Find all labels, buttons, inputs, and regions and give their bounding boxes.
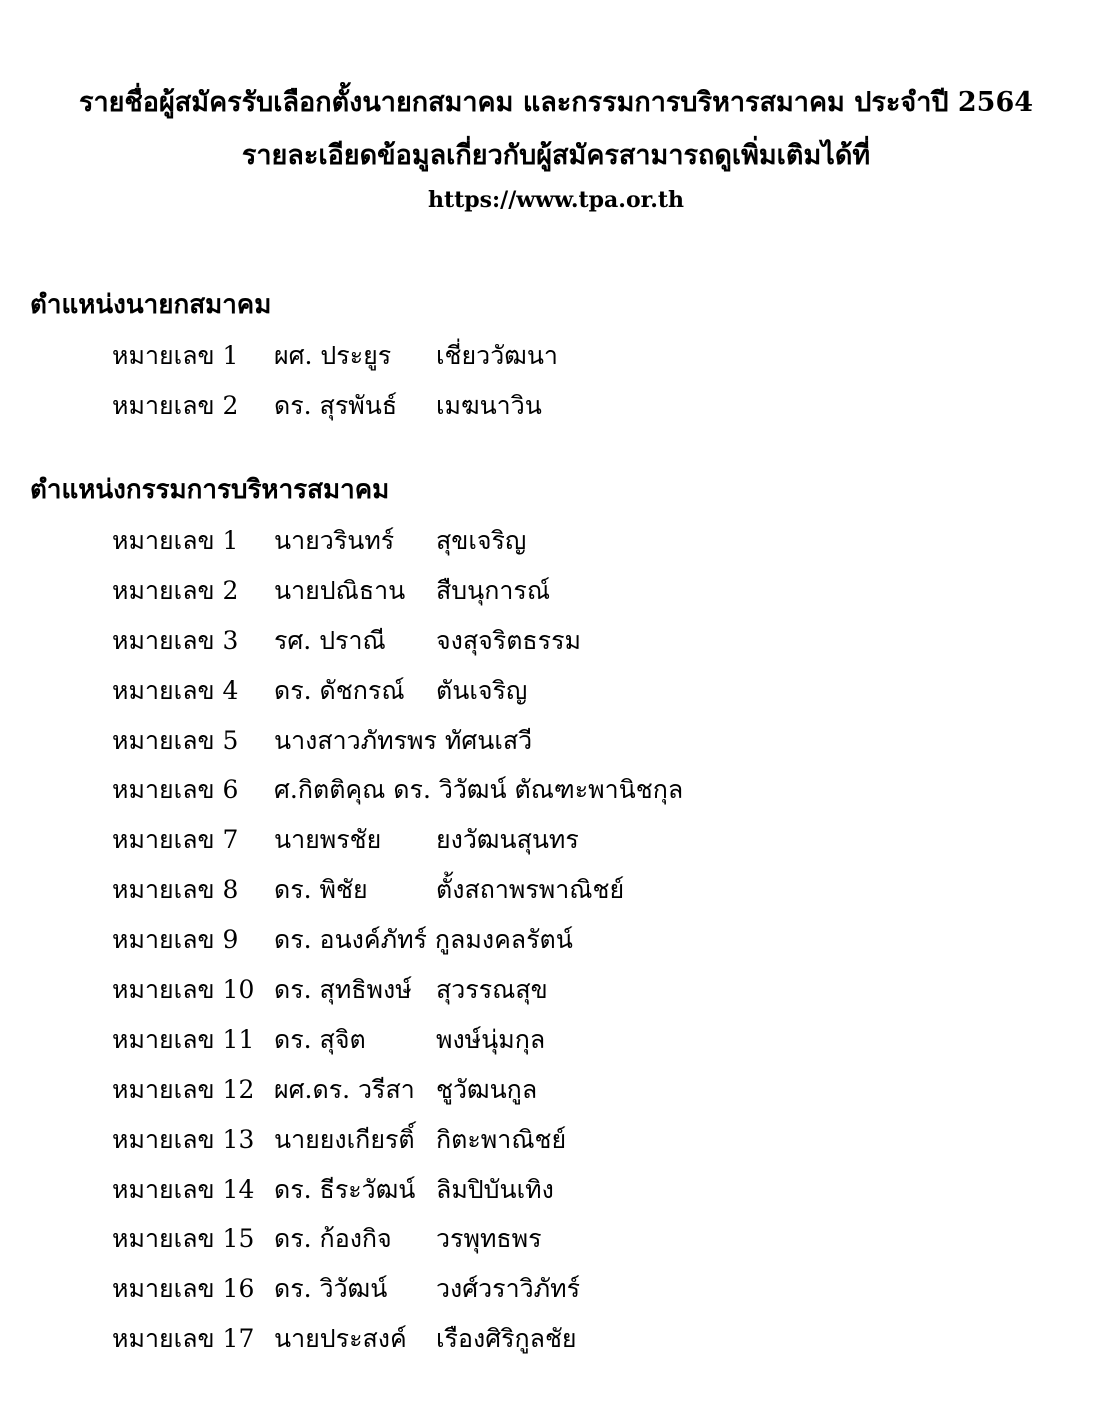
candidate-row <box>30 965 1090 1015</box>
candidate-last-name: สุวรรณสุข <box>436 975 548 1005</box>
candidate-last-name: จงสุจริตธรรม <box>436 625 582 655</box>
candidate-number: หมายเลข 1 <box>112 526 239 555</box>
candidate-number: หมายเลข 11 <box>112 1024 255 1054</box>
candidate-first-name: ดร. พิชัย <box>274 875 368 905</box>
candidate-number: หมายเลข 17 <box>112 1324 255 1354</box>
candidate-last-name: พงษ์นุ่มกุล <box>436 1024 546 1054</box>
candidate-number: หมายเลข 15 <box>112 1224 255 1254</box>
committee-candidate-list <box>30 516 1090 1364</box>
committee-section-title: ตำแหน่งกรรมการบริหารสมาคม <box>30 475 390 505</box>
candidate-last-name: สุขเจริญ <box>436 526 527 555</box>
candidate-row <box>30 865 1090 915</box>
candidate-name: นางสาวภัทรพร ทัศนเสวี <box>274 725 533 755</box>
candidate-last-name: วงศ์วราวิภัทร์ <box>436 1274 581 1304</box>
candidate-row <box>30 1015 1090 1065</box>
candidate-name: ศ.กิตติคุณ ดร. วิวัฒน์ ตัณฑะพานิชกุล <box>274 775 684 805</box>
candidate-row <box>30 516 1090 566</box>
candidate-number: หมายเลข 3 <box>112 625 239 655</box>
candidate-first-name: นายประสงค์ <box>274 1324 407 1354</box>
president-section-title: ตำแหน่งนายกสมาคม <box>30 290 272 320</box>
candidate-last-name: เชี่ยววัฒนา <box>436 341 558 370</box>
candidate-row <box>30 1065 1090 1115</box>
candidate-row <box>30 1214 1090 1264</box>
candidate-first-name: ผศ. ประยูร <box>274 341 392 370</box>
committee-section <box>30 470 1090 1364</box>
president-candidate-list <box>30 331 1090 431</box>
candidate-row <box>30 1314 1090 1364</box>
candidate-first-name: นายยงเกียรติ์ <box>274 1124 415 1154</box>
candidate-last-name: ลิมปิบันเทิง <box>436 1174 554 1204</box>
candidate-number: หมายเลข 5 <box>112 725 239 755</box>
candidate-row <box>30 716 1090 766</box>
candidate-row <box>30 331 1090 381</box>
candidate-first-name: รศ. ปราณี <box>274 625 386 655</box>
candidate-first-name: ดร. ดัชกรณ์ <box>274 675 405 705</box>
candidate-number: หมายเลข 10 <box>112 975 255 1005</box>
candidate-last-name: สืบนุการณ์ <box>436 575 551 605</box>
candidate-row <box>30 1165 1090 1215</box>
page-subtitle: รายละเอียดข้อมูลเกี่ยวกับผู้สมัครสามารถดูเพิ่มเติมได้ที่ <box>241 140 871 171</box>
candidate-last-name: เมฆนาวิน <box>436 390 542 420</box>
candidate-number: หมายเลข 9 <box>112 925 239 955</box>
candidate-first-name: ผศ.ดร. วรีสา <box>274 1074 415 1104</box>
candidate-last-name: กิตะพาณิชย์ <box>436 1124 567 1154</box>
candidate-first-name: ดร. สุจิต <box>274 1024 366 1054</box>
candidate-last-name: ยงวัฒนสุนทร <box>436 825 579 855</box>
candidate-first-name: นายวรินทร์ <box>274 526 395 555</box>
candidate-number: หมายเลข 6 <box>112 775 239 805</box>
candidate-number: หมายเลข 2 <box>112 390 239 420</box>
candidate-first-name: ดร. สุรพันธ์ <box>274 390 398 420</box>
candidate-number: หมายเลข 4 <box>112 675 239 705</box>
candidate-first-name: ดร. ธีระวัฒน์ <box>274 1174 416 1204</box>
candidate-first-name: ดร. วิวัฒน์ <box>274 1274 388 1304</box>
president-section <box>30 285 1090 431</box>
candidate-number: หมายเลข 1 <box>112 341 239 370</box>
website-url: https://www.tpa.or.th <box>427 187 685 213</box>
candidate-row <box>30 915 1090 965</box>
candidate-row <box>30 381 1090 431</box>
candidate-last-name: เรืองศิริกูลชัย <box>436 1324 577 1354</box>
candidate-name: ดร. อนงค์ภัทร์ กูลมงคลรัตน์ <box>274 925 573 955</box>
candidate-row <box>30 1264 1090 1314</box>
candidate-last-name: วรพุทธพร <box>436 1224 542 1254</box>
candidate-row <box>30 815 1090 865</box>
candidate-last-name: ชูวัฒนกูล <box>436 1074 538 1104</box>
candidate-number: หมายเลข 7 <box>112 825 239 855</box>
candidate-number: หมายเลข 16 <box>112 1274 255 1304</box>
candidate-number: หมายเลข 8 <box>112 875 239 905</box>
candidate-first-name: นายพรชัย <box>274 825 382 855</box>
candidate-row <box>30 666 1090 716</box>
candidate-row <box>30 566 1090 616</box>
candidate-number: หมายเลข 2 <box>112 575 239 605</box>
candidate-last-name: ตันเจริญ <box>436 675 528 705</box>
candidate-row <box>30 1115 1090 1165</box>
candidate-first-name: ดร. ก้องกิจ <box>274 1224 392 1254</box>
candidate-row <box>30 765 1090 815</box>
candidate-row <box>30 616 1090 666</box>
candidate-number: หมายเลข 12 <box>112 1074 255 1104</box>
candidate-first-name: นายปณิธาน <box>274 575 406 605</box>
page-title: รายชื่อผู้สมัครรับเลือกตั้งนายกสมาคม และกรรมการบริหารสมาคม ประจำปี 2564 <box>78 87 1034 118</box>
candidate-first-name: ดร. สุทธิพงษ์ <box>274 975 412 1005</box>
candidate-last-name: ตั้งสถาพรพาณิชย์ <box>436 875 625 905</box>
candidate-number: หมายเลข 14 <box>112 1174 255 1204</box>
candidate-number: หมายเลข 13 <box>112 1124 255 1154</box>
